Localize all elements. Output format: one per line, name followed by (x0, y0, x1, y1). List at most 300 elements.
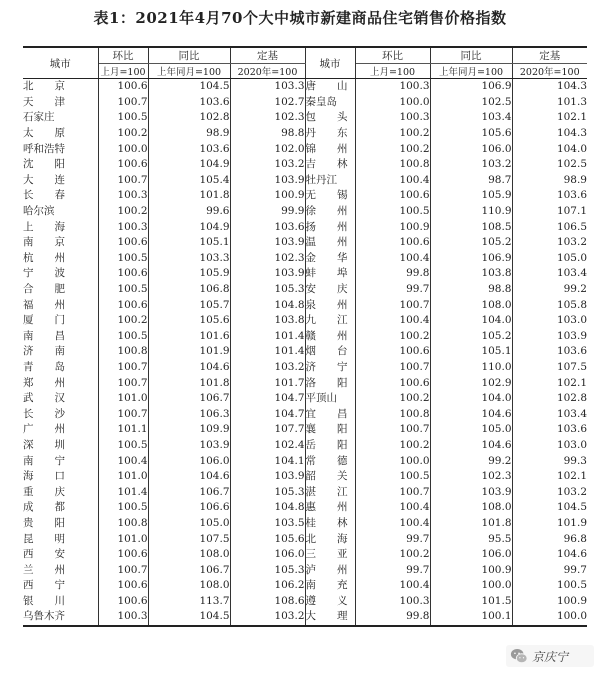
mom-cell: 100.3 (355, 594, 430, 610)
yoy-cell: 101.9 (148, 344, 230, 360)
fixed-cell: 107.7 (230, 422, 305, 438)
mom-cell: 100.5 (98, 438, 148, 454)
wechat-icon (510, 647, 528, 665)
yoy-cell: 109.9 (148, 422, 230, 438)
city-cell: 扬 州 (305, 219, 355, 235)
mom-cell: 100.7 (98, 562, 148, 578)
table-row (23, 266, 587, 282)
city-cell: 天 津 (23, 95, 98, 111)
fixed-cell: 99.3 (563, 454, 587, 467)
fixed-cell: 103.8 (230, 313, 305, 329)
city-cell: 安 庆 (305, 282, 355, 298)
yoy-cell: 101.5 (430, 594, 512, 610)
fixed-cell: 103.2 (230, 360, 305, 376)
city-cell: 北 海 (305, 531, 355, 547)
city-cell: 吉 林 (305, 157, 355, 173)
mom-header-left: 环比 (98, 47, 148, 64)
city-cell: 遵 义 (305, 594, 355, 610)
table-row (23, 531, 587, 547)
city-cell: 西 宁 (23, 578, 98, 594)
fixed-cell: 104.7 (230, 406, 305, 422)
fixed-cell: 105.3 (230, 562, 305, 578)
fixed-cell: 103.0 (556, 314, 587, 327)
mom-cell: 100.4 (355, 500, 430, 516)
yoy-cell: 98.9 (148, 126, 230, 142)
city-cell: 无 锡 (305, 188, 355, 204)
yoy-cell: 104.5 (148, 79, 230, 95)
fixed-cell: 101.7 (230, 375, 305, 391)
table-row (23, 469, 587, 485)
yoy-cell: 106.0 (148, 453, 230, 469)
yoy-cell: 104.5 (148, 609, 230, 626)
mom-cell: 100.6 (355, 188, 430, 204)
table-row (23, 173, 587, 189)
fixed-cell: 104.1 (230, 453, 305, 469)
fixed-cell: 104.0 (556, 142, 587, 155)
table-row (23, 422, 587, 438)
mom-cell: 100.4 (355, 251, 430, 267)
yoy-cell: 105.1 (430, 344, 512, 360)
city-cell: 包 头 (305, 110, 355, 126)
fixed-cell: 102.7 (230, 95, 305, 111)
fixed-cell: 104.6 (556, 548, 587, 561)
mom-cell: 101.0 (98, 391, 148, 407)
fixed-cell: 100.5 (556, 579, 587, 592)
city-cell: 惠 州 (305, 500, 355, 516)
city-cell: 福 州 (23, 297, 98, 313)
fixed-cell: 104.8 (230, 500, 305, 516)
fixed-cell: 105.0 (556, 251, 587, 264)
city-cell: 贵 阳 (23, 516, 98, 532)
fixed-cell: 107.5 (556, 360, 587, 373)
mom-cell: 100.5 (355, 204, 430, 220)
mom-cell: 100.4 (355, 313, 430, 329)
mom-cell: 100.7 (355, 484, 430, 500)
mom-cell: 99.8 (355, 609, 430, 626)
city-cell: 长 沙 (23, 406, 98, 422)
mom-cell: 100.0 (98, 141, 148, 157)
fixed-cell: 100.0 (512, 609, 587, 626)
fixed-cell: 108.6 (230, 594, 305, 610)
yoy-cell: 103.2 (430, 157, 512, 173)
fixed-cell: 103.6 (556, 345, 587, 358)
mom-cell: 100.5 (98, 282, 148, 298)
fixed-cell: 106.2 (230, 578, 305, 594)
city-cell: 乌鲁木齐 (23, 609, 98, 626)
mom-cell: 100.7 (98, 360, 148, 376)
table-row (23, 141, 587, 157)
city-header-right: 城市 (305, 47, 355, 79)
yoy-cell: 102.9 (430, 375, 512, 391)
city-cell: 平顶山 (305, 391, 355, 407)
city-cell: 桂 林 (305, 516, 355, 532)
yoy-cell: 102.8 (148, 110, 230, 126)
city-cell: 上 海 (23, 219, 98, 235)
mom-cell: 100.5 (98, 110, 148, 126)
mom-cell: 100.7 (355, 422, 430, 438)
mom-cell: 101.0 (98, 531, 148, 547)
mom-cell: 100.0 (355, 95, 430, 111)
city-cell: 泸 州 (305, 562, 355, 578)
fixed-cell: 107.1 (556, 205, 587, 218)
yoy-cell: 105.6 (430, 126, 512, 142)
yoy-cell: 110.9 (430, 204, 512, 220)
mom-cell: 100.8 (98, 344, 148, 360)
yoy-cell: 106.6 (148, 500, 230, 516)
yoy-cell: 107.5 (148, 531, 230, 547)
city-cell: 温 州 (305, 235, 355, 251)
table-row (23, 110, 587, 126)
mom-cell: 100.2 (98, 126, 148, 142)
mom-cell: 100.3 (355, 79, 430, 95)
mom-cell: 101.4 (98, 484, 148, 500)
city-cell: 沈 阳 (23, 157, 98, 173)
mom-cell: 100.6 (355, 344, 430, 360)
city-cell: 北 京 (23, 79, 98, 95)
yoy-cell: 106.7 (148, 484, 230, 500)
yoy-cell: 103.9 (148, 438, 230, 454)
city-cell: 牡丹江 (305, 173, 355, 189)
fixed-cell: 103.2 (556, 485, 587, 498)
table-row (23, 375, 587, 391)
fixed-cell: 102.3 (230, 110, 305, 126)
mom-cell: 100.6 (355, 375, 430, 391)
yoy-cell: 105.0 (148, 516, 230, 532)
mom-cell: 100.9 (355, 219, 430, 235)
yoy-cell: 103.9 (430, 484, 512, 500)
mom-cell: 100.8 (98, 516, 148, 532)
mom-cell: 100.4 (355, 516, 430, 532)
mom-cell: 100.6 (98, 157, 148, 173)
yoy-cell: 102.5 (430, 95, 512, 111)
fixed-cell: 100.9 (230, 188, 305, 204)
table-row (23, 79, 587, 95)
fixed-cell: 103.6 (556, 189, 587, 202)
table-row (23, 547, 587, 563)
yoy-cell: 104.6 (430, 438, 512, 454)
city-cell: 锦 州 (305, 141, 355, 157)
fixed-subheader-right: 2020年=100 (512, 64, 587, 79)
city-cell: 唐 山 (305, 79, 355, 95)
fixed-cell: 104.3 (556, 127, 587, 140)
fixed-cell: 102.1 (556, 376, 587, 389)
mom-cell: 100.4 (355, 578, 430, 594)
fixed-cell: 103.4 (556, 407, 587, 420)
yoy-cell: 108.0 (430, 500, 512, 516)
fixed-header-right: 定基 (512, 47, 587, 64)
yoy-cell: 105.7 (148, 297, 230, 313)
yoy-cell: 99.2 (430, 453, 512, 469)
fixed-cell: 101.3 (556, 95, 587, 108)
fixed-cell: 103.0 (556, 438, 587, 451)
yoy-cell: 106.7 (148, 391, 230, 407)
city-cell: 银 川 (23, 594, 98, 610)
city-cell: 广 州 (23, 422, 98, 438)
yoy-cell: 105.9 (430, 188, 512, 204)
mom-cell: 100.7 (98, 95, 148, 111)
city-cell: 韶 关 (305, 469, 355, 485)
fixed-cell: 103.2 (230, 157, 305, 173)
city-cell: 常 德 (305, 453, 355, 469)
mom-cell: 99.7 (355, 531, 430, 547)
yoy-cell: 101.8 (148, 188, 230, 204)
yoy-cell: 103.4 (430, 110, 512, 126)
fixed-cell: 106.0 (230, 547, 305, 563)
table-row (23, 453, 587, 469)
mom-header-right: 环比 (355, 47, 430, 64)
yoy-cell: 113.7 (148, 594, 230, 610)
yoy-subheader-left: 上年同月=100 (148, 64, 230, 79)
fixed-cell: 102.1 (556, 470, 587, 483)
fixed-cell: 101.4 (230, 344, 305, 360)
mom-cell: 100.2 (98, 313, 148, 329)
city-header-left: 城市 (23, 47, 98, 79)
mom-cell: 100.5 (98, 251, 148, 267)
city-cell: 呼和浩特 (23, 141, 98, 157)
table-row (23, 329, 587, 345)
table-row (23, 126, 587, 142)
yoy-cell: 108.0 (148, 578, 230, 594)
yoy-cell: 108.5 (430, 219, 512, 235)
yoy-cell: 103.3 (148, 251, 230, 267)
yoy-cell: 100.0 (430, 578, 512, 594)
mom-cell: 100.3 (98, 219, 148, 235)
city-cell: 南 充 (305, 578, 355, 594)
city-cell: 成 都 (23, 500, 98, 516)
fixed-cell: 102.8 (556, 392, 587, 405)
table-row (23, 360, 587, 376)
fixed-cell: 105.3 (230, 282, 305, 298)
table-row (23, 235, 587, 251)
city-cell: 南 昌 (23, 329, 98, 345)
city-cell: 赣 州 (305, 329, 355, 345)
watermark-text: 京庆宁 (532, 649, 569, 664)
city-cell: 大 理 (305, 609, 355, 626)
city-cell: 蚌 埠 (305, 266, 355, 282)
table-row (23, 500, 587, 516)
mom-cell: 100.6 (98, 578, 148, 594)
table-row (23, 609, 587, 626)
yoy-cell: 104.6 (148, 469, 230, 485)
table-row (23, 406, 587, 422)
table-row (23, 313, 587, 329)
table-row (23, 578, 587, 594)
fixed-cell: 104.5 (556, 501, 587, 514)
table-row (23, 594, 587, 610)
mom-cell: 100.6 (98, 235, 148, 251)
mom-cell: 100.5 (355, 469, 430, 485)
city-cell: 大 连 (23, 173, 98, 189)
fixed-cell: 103.9 (230, 266, 305, 282)
table-row (23, 562, 587, 578)
mom-cell: 100.2 (355, 141, 430, 157)
city-cell: 石家庄 (23, 110, 98, 126)
fixed-cell: 106.5 (556, 220, 587, 233)
fixed-cell: 101.9 (556, 516, 587, 529)
fixed-cell: 96.8 (563, 532, 587, 545)
mom-cell: 100.6 (98, 547, 148, 563)
yoy-cell: 104.0 (430, 391, 512, 407)
yoy-cell: 106.0 (430, 141, 512, 157)
yoy-cell: 101.6 (148, 329, 230, 345)
yoy-cell: 105.2 (430, 235, 512, 251)
fixed-cell: 103.5 (230, 516, 305, 532)
city-cell: 金 华 (305, 251, 355, 267)
mom-cell: 100.6 (98, 79, 148, 95)
fixed-cell: 102.3 (230, 251, 305, 267)
fixed-cell: 103.3 (230, 79, 305, 95)
yoy-cell: 106.3 (148, 406, 230, 422)
mom-cell: 100.8 (355, 157, 430, 173)
mom-cell: 100.5 (98, 500, 148, 516)
city-cell: 合 肥 (23, 282, 98, 298)
fixed-cell: 104.3 (556, 80, 587, 93)
fixed-cell: 104.8 (230, 297, 305, 313)
fixed-cell: 103.4 (556, 267, 587, 280)
yoy-cell: 104.9 (148, 219, 230, 235)
mom-cell: 100.7 (355, 297, 430, 313)
city-cell: 南 京 (23, 235, 98, 251)
yoy-cell: 106.9 (430, 79, 512, 95)
fixed-cell: 98.9 (563, 173, 587, 186)
mom-cell: 100.4 (355, 173, 430, 189)
yoy-cell: 104.9 (148, 157, 230, 173)
city-cell: 太 原 (23, 126, 98, 142)
yoy-cell: 99.6 (148, 204, 230, 220)
mom-subheader-left: 上月=100 (98, 64, 148, 79)
table-body (23, 79, 587, 626)
fixed-header-left: 定基 (230, 47, 305, 64)
city-cell: 哈尔滨 (23, 204, 98, 220)
watermark (506, 645, 594, 667)
yoy-cell: 103.6 (148, 141, 230, 157)
mom-cell: 100.6 (98, 266, 148, 282)
fixed-cell: 103.6 (556, 423, 587, 436)
mom-cell: 99.8 (355, 266, 430, 282)
table-row (23, 391, 587, 407)
yoy-header-right: 同比 (430, 47, 512, 64)
yoy-cell: 108.0 (430, 297, 512, 313)
header-row (23, 47, 587, 64)
city-cell: 三 亚 (305, 547, 355, 563)
city-cell: 襄 阳 (305, 422, 355, 438)
city-cell: 湛 江 (305, 484, 355, 500)
city-cell: 重 庆 (23, 484, 98, 500)
mom-cell: 100.0 (355, 453, 430, 469)
city-cell: 徐 州 (305, 204, 355, 220)
table-row (23, 297, 587, 313)
city-cell: 海 口 (23, 469, 98, 485)
table-title: 表1：2021年4月70个大中城市新建商品住宅销售价格指数 (93, 9, 507, 27)
mom-cell: 100.2 (355, 547, 430, 563)
yoy-cell: 104.6 (430, 406, 512, 422)
table-row (23, 188, 587, 204)
city-cell: 烟 台 (305, 344, 355, 360)
city-cell: 西 安 (23, 547, 98, 563)
mom-cell: 100.2 (355, 438, 430, 454)
mom-cell: 100.2 (355, 391, 430, 407)
fixed-cell: 102.5 (556, 158, 587, 171)
yoy-cell: 106.0 (430, 547, 512, 563)
table-row (23, 484, 587, 500)
mom-cell: 100.7 (355, 360, 430, 376)
yoy-cell: 98.8 (430, 282, 512, 298)
table-row (23, 516, 587, 532)
city-cell: 长 春 (23, 188, 98, 204)
city-cell: 秦皇岛 (305, 95, 355, 111)
fixed-cell: 103.9 (230, 173, 305, 189)
city-cell: 深 圳 (23, 438, 98, 454)
table-row (23, 157, 587, 173)
city-cell: 宁 波 (23, 266, 98, 282)
mom-cell: 100.4 (98, 453, 148, 469)
yoy-cell: 110.0 (430, 360, 512, 376)
yoy-cell: 98.7 (430, 173, 512, 189)
fixed-cell: 98.8 (230, 126, 305, 142)
city-cell: 武 汉 (23, 391, 98, 407)
city-cell: 岳 阳 (305, 438, 355, 454)
city-cell: 厦 门 (23, 313, 98, 329)
mom-cell: 100.6 (98, 297, 148, 313)
fixed-cell: 103.9 (230, 469, 305, 485)
city-cell: 宜 昌 (305, 406, 355, 422)
yoy-cell: 106.7 (148, 562, 230, 578)
fixed-cell: 103.9 (230, 235, 305, 251)
mom-cell: 100.2 (355, 126, 430, 142)
city-cell: 杭 州 (23, 251, 98, 267)
city-cell: 郑 州 (23, 375, 98, 391)
mom-cell: 100.7 (98, 406, 148, 422)
fixed-cell: 103.6 (230, 219, 305, 235)
yoy-cell: 106.9 (430, 251, 512, 267)
mom-cell: 100.3 (98, 188, 148, 204)
table-row (23, 282, 587, 298)
mom-cell: 99.7 (355, 562, 430, 578)
city-cell: 济 宁 (305, 360, 355, 376)
mom-cell: 100.6 (98, 594, 148, 610)
fixed-cell: 105.6 (230, 531, 305, 547)
mom-cell: 100.3 (355, 110, 430, 126)
mom-cell: 100.2 (98, 204, 148, 220)
table-row (23, 438, 587, 454)
city-cell: 丹 东 (305, 126, 355, 142)
yoy-cell: 101.8 (430, 516, 512, 532)
fixed-cell: 101.4 (230, 329, 305, 345)
yoy-cell: 102.3 (430, 469, 512, 485)
mom-cell: 99.7 (355, 282, 430, 298)
mom-cell: 101.0 (98, 469, 148, 485)
mom-cell: 100.2 (355, 329, 430, 345)
yoy-cell: 101.8 (148, 375, 230, 391)
yoy-cell: 103.8 (430, 266, 512, 282)
yoy-cell: 104.6 (148, 360, 230, 376)
city-cell: 昆 明 (23, 531, 98, 547)
fixed-cell: 102.0 (230, 141, 305, 157)
fixed-cell: 100.9 (556, 594, 587, 607)
mom-cell: 100.6 (355, 235, 430, 251)
table-row (23, 95, 587, 111)
yoy-cell: 103.6 (148, 95, 230, 111)
mom-cell: 100.7 (98, 375, 148, 391)
mom-cell: 100.3 (98, 609, 148, 626)
yoy-cell: 106.8 (148, 282, 230, 298)
mom-cell: 101.1 (98, 422, 148, 438)
price-index-table (23, 46, 587, 627)
yoy-cell: 104.0 (430, 313, 512, 329)
city-cell: 青 岛 (23, 360, 98, 376)
city-cell: 洛 阳 (305, 375, 355, 391)
fixed-cell: 104.7 (230, 391, 305, 407)
